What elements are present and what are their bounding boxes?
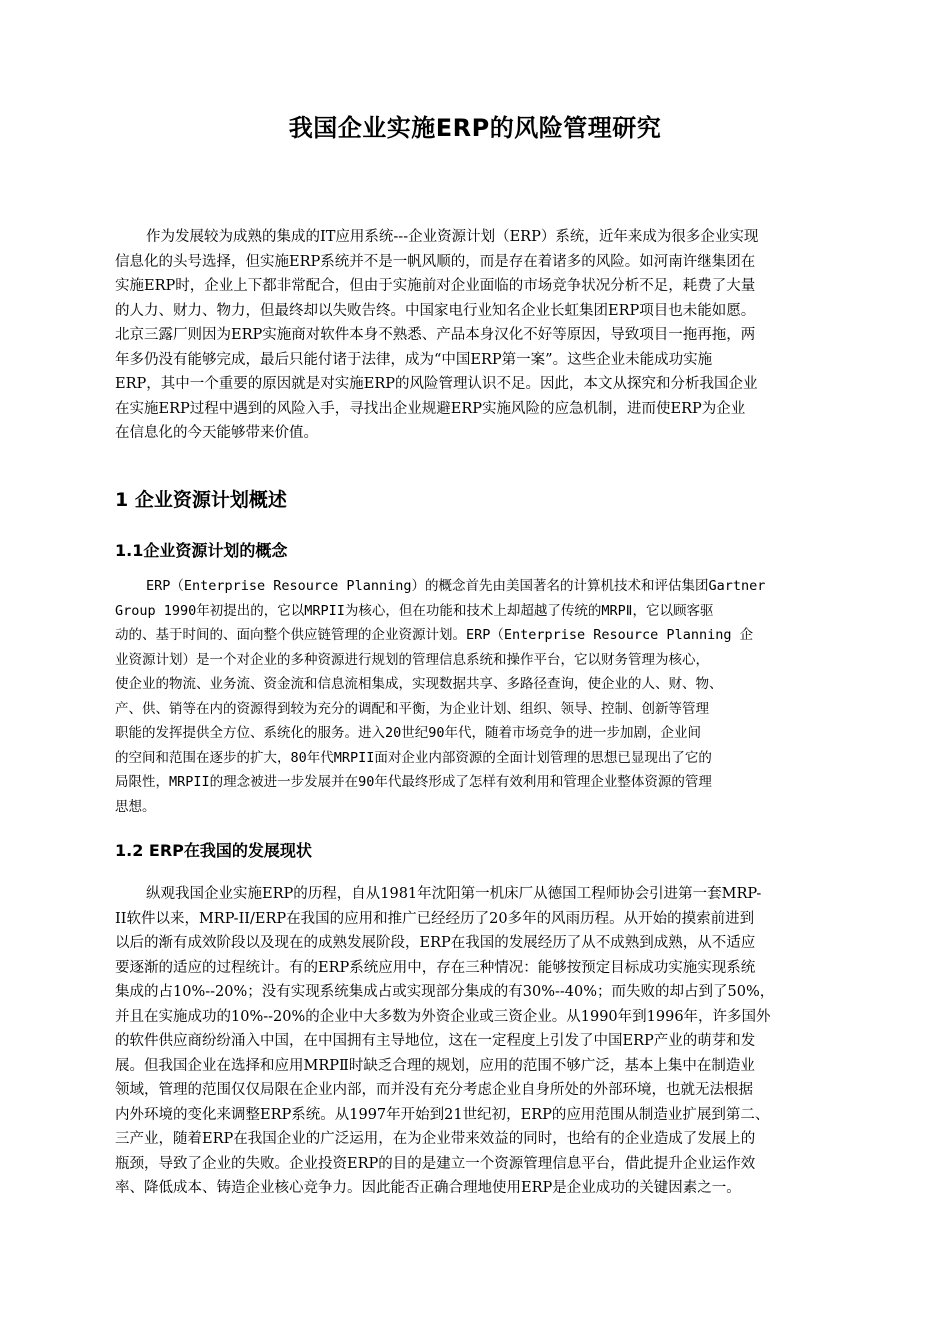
text-line: 的人力、财力、物力，但最终却以失败告终。中国家电行业知名企业长虹集团ERP项目也未能如愿。 (115, 302, 756, 319)
text-line: II软件以来，MRP-II/ERP在我国的应用和推广已经经历了20多年的风雨历程。从开始的摸索前进到 (115, 910, 755, 927)
text-line: 在信息化的今天能够带来价值。 (115, 425, 318, 441)
text-line: 使企业的物流、业务流、资金流和信息流相集成，实现数据共享、多路径查询，使企业的人、财、物、 (115, 676, 723, 692)
text-line: 要逐渐的适应的过程统计。有的ERP系统应用中，存在三种情况：能够按预定目标成功实施实现系统 (115, 959, 756, 976)
intro-paragraph (115, 225, 859, 446)
text-line: 领域，管理的范围仅仅局限在企业内部，而并没有充分考虑企业自身所处的外部环境，也就无法根据 (115, 1082, 753, 1098)
text-line: 三产业，随着ERP在我国企业的广泛运用，在为企业带来效益的同时，也给有的企业造成了发展上的 (115, 1131, 756, 1147)
status-paragraph (115, 882, 859, 1201)
text-line: 局限性，MRPII的理念被进一步发展并在90年代最终形成了怎样有效利用和管理企业整体资源的管理 (115, 774, 712, 790)
text-line: 信息化的头号选择，但实施ERP系统并不是一帆风顺的，而是存在着诸多的风险。如河南许继集团在 (115, 253, 756, 270)
text-line: 集成的占10%--20%；没有实现系统集成占或实现部分集成的有30%--40%；而失败的却占到了50%， (115, 984, 775, 1000)
text-line: 实施ERP时，企业上下都非常配合，但由于实施前对企业面临的市场竞争状况分析不足，耗费了大量 (115, 278, 756, 294)
text-line: 业资源计划）是一个对企业的多种资源进行规划的管理信息系统和操作平台，它以财务管理为核心， (115, 651, 709, 668)
text-line: 思想。 (115, 798, 156, 815)
text-line: 内外环境的变化来调整ERP系统。从1997年开始到21世纪初，ERP的应用范围从制造业扩展到第二、 (115, 1106, 770, 1123)
text-line: 率、降低成本、铸造企业核心竞争力。因此能否正确合理地使用ERP是企业成功的关键因素之一。 (115, 1180, 741, 1196)
text-line: 瓶颈，导致了企业的失败。企业投资ERP的目的是建立一个资源管理信息平台，借此提升企业运作效 (115, 1155, 756, 1172)
page-title: 我国企业实施ERP的风险管理研究 (288, 114, 662, 142)
text-line: 动的、基于时间的、面向整个供应链管理的企业资源计划。ERP（Enterprise Resource Planning 企 (115, 627, 754, 643)
text-line: 展。但我国企业在选择和应用MRPⅡ时缺乏合理的规划，应用的范围不够广泛，基本上集中在制造业 (115, 1057, 755, 1074)
text-line: 并且在实施成功的10%--20%的企业中大多数为外资企业或三资企业。从1990年到1996年，许多国外 (115, 1008, 771, 1025)
text-line: 的空间和范围在逐步的扩大，80年代MRPII面对企业内部资源的全面计划管理的思想已显现出了它的 (115, 749, 712, 766)
text-line: ERP，其中一个重要的原因就是对实施ERP的风险管理认识不足。因此，本文从探究和分析我国企业 (115, 376, 758, 392)
text-line: 纵观我国企业实施ERP的历程，自从1981年沈阳第一机床厂从德国工程师协会引进第一套MRP- (146, 886, 762, 902)
subsection-heading: 1.1企业资源计划的概念 (115, 541, 288, 560)
section-heading: 1 企业资源计划概述 (115, 489, 287, 511)
text-line: 产、供、销等在内的资源得到较为充分的调配和平衡，为企业计划、组织、领导、控制、创新等管理 (115, 700, 709, 717)
text-line: 职能的发挥提供全方位、系统化的服务。进入20世纪90年代，随着市场竞争的进一步加剧，企业间 (115, 725, 702, 741)
text-line: 的软件供应商纷纷涌入中国，在中国拥有主导地位，这在一定程度上引发了中国ERP产业的萌芽和发 (115, 1033, 756, 1049)
text-line: 作为发展较为成熟的集成的IT应用系统---企业资源计划（ERP）系统，近年来成为很多企业实现 (146, 229, 759, 245)
text-line: 北京三露厂则因为ERP实施商对软件本身不熟悉、产品本身汉化不好等原因，导致项目一拖再拖，两 (115, 327, 756, 343)
text-line: Group 1990年初提出的，它以MRPII为核心，但在功能和技术上却超越了传统的MRPⅡ，它以顾客驱 (115, 602, 714, 619)
text-line: 在实施ERP过程中遇到的风险入手，寻找出企业规避ERP实施风险的应急机制，进而使ERP为企业 (115, 400, 746, 417)
text-line: 以后的渐有成效阶段以及现在的成熟发展阶段，ERP在我国的发展经历了从不成熟到成熟，从不适应 (115, 935, 756, 951)
text-line: 年多仍没有能够完成，最后只能付诸于法律，成为“中国ERP第一案”。这些企业未能成功实施 (115, 351, 713, 368)
concept-paragraph (115, 574, 859, 819)
subsection-heading: 1.2 ERP在我国的发展现状 (115, 841, 312, 860)
text-line: ERP（Enterprise Resource Planning）的概念首先由美国著名的计算机技术和评估集团Gartner (146, 578, 766, 594)
